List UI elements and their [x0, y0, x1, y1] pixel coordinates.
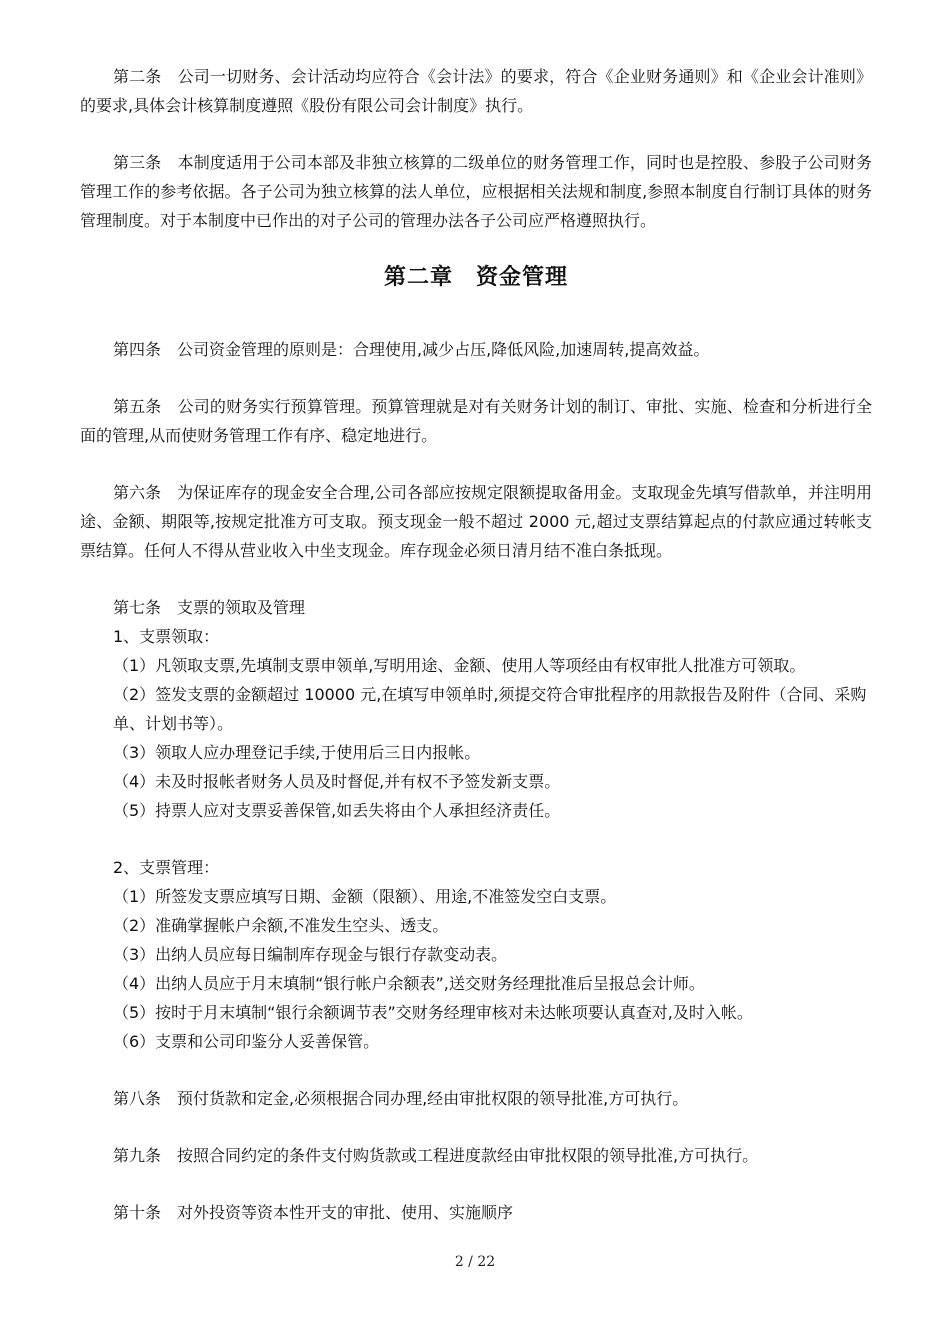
section-2-item: （6）支票和公司印鉴分人妥善保管。 — [113, 1032, 380, 1051]
article-6: 第六条 为保证库存的现金安全合理,公司各部应按规定限额提取备用金。支取现金先填写借款单，并注明用途、金额、期限等,按规定批准方可支取。预支现金一般不超过 2000 元,超过支票结算起点的付款应通过转帐支票结算。任何人不得从营业收入中坐支现金。库存现金必须日清月结不准白条抵现。 — [80, 483, 872, 560]
section-1-title: 1、支票领取： — [113, 627, 220, 646]
section-2-item: （1）所签发支票应填写日期、金额（限额）、用途,不准签发空白支票。 — [113, 887, 617, 906]
article-7 — [80, 593, 872, 825]
section-2-item: （2）准确掌握帐户余额,不准发生空头、透支。 — [113, 916, 449, 935]
section-2-item: （4）出纳人员应于月末填制“银行帐户余额表”,送交财务经理批准后呈报总会计师。 — [113, 974, 705, 993]
page-number: 2 / 22 — [454, 1254, 496, 1270]
section-2-title: 2、支票管理： — [113, 858, 220, 877]
article-8: 第八条 预付货款和定金,必须根据合同办理,经由审批权限的领导批准,方可执行。 — [113, 1089, 689, 1108]
chapter-title: 第二章 资金管理 — [383, 265, 568, 290]
article-5: 第五条 公司的财务实行预算管理。预算管理就是对有关财务计划的制订、审批、实施、检查和分析进行全面的管理,从而使财务管理工作有序、稳定地进行。 — [80, 397, 872, 445]
section-1-item: （1）凡领取支票,先填制支票申领单,写明用途、金额、使用人等项经由有权审批人批准方可领取。 — [113, 656, 806, 675]
article-10: 第十条 对外投资等资本性开支的审批、使用、实施顺序 — [113, 1203, 514, 1222]
section-2-item: （5）按时于月末填制“银行余额调节表”交财务经理审核对未达帐项要认真查对,及时入帐。 — [113, 1003, 753, 1022]
article-9: 第九条 按照合同约定的条件支付购货款或工程进度款经由审批权限的领导批准,方可执行。 — [113, 1146, 759, 1165]
document-body — [80, 62, 872, 1255]
section-1-item: （5）持票人应对支票妥善保管,如丢失将由个人承担经济责任。 — [113, 801, 561, 820]
section-1-item: （3）领取人应办理登记手续,于使用后三日内报帐。 — [113, 743, 481, 762]
article-2: 第二条 公司一切财务、会计活动均应符合《会计法》的要求，符合《企业财务通则》和《企业会计准则》的要求,具体会计核算制度遵照《股份有限公司会计制度》执行。 — [80, 67, 872, 115]
article-4: 第四条 公司资金管理的原则是：合理使用,减少占压,降低风险,加速周转,提高效益。 — [113, 340, 710, 359]
section-1-item: （2）签发支票的金额超过 10000 元,在填写申领单时,须提交符合审批程序的用款报告及附件（合同、采购单、计划书等）。 — [113, 685, 867, 733]
section-2-item: （3）出纳人员应每日编制库存现金与银行存款变动表。 — [113, 945, 508, 964]
article-7-title: 第七条 支票的领取及管理 — [113, 598, 306, 617]
article-7-section-2 — [80, 853, 872, 1056]
article-3: 第三条 本制度适用于公司本部及非独立核算的二级单位的财务管理工作，同时也是控股、参股子公司财务管理工作的参考依据。各子公司为独立核算的法人单位，应根据相关法规和制度,参照本制度自行制订具体的财务管理制度。对于本制度中已作出的对子公司的管理办法各子公司应严格遵照执行。 — [80, 153, 872, 230]
section-1-item: （4）未及时报帐者财务人员及时督促,并有权不予签发新支票。 — [113, 772, 561, 791]
